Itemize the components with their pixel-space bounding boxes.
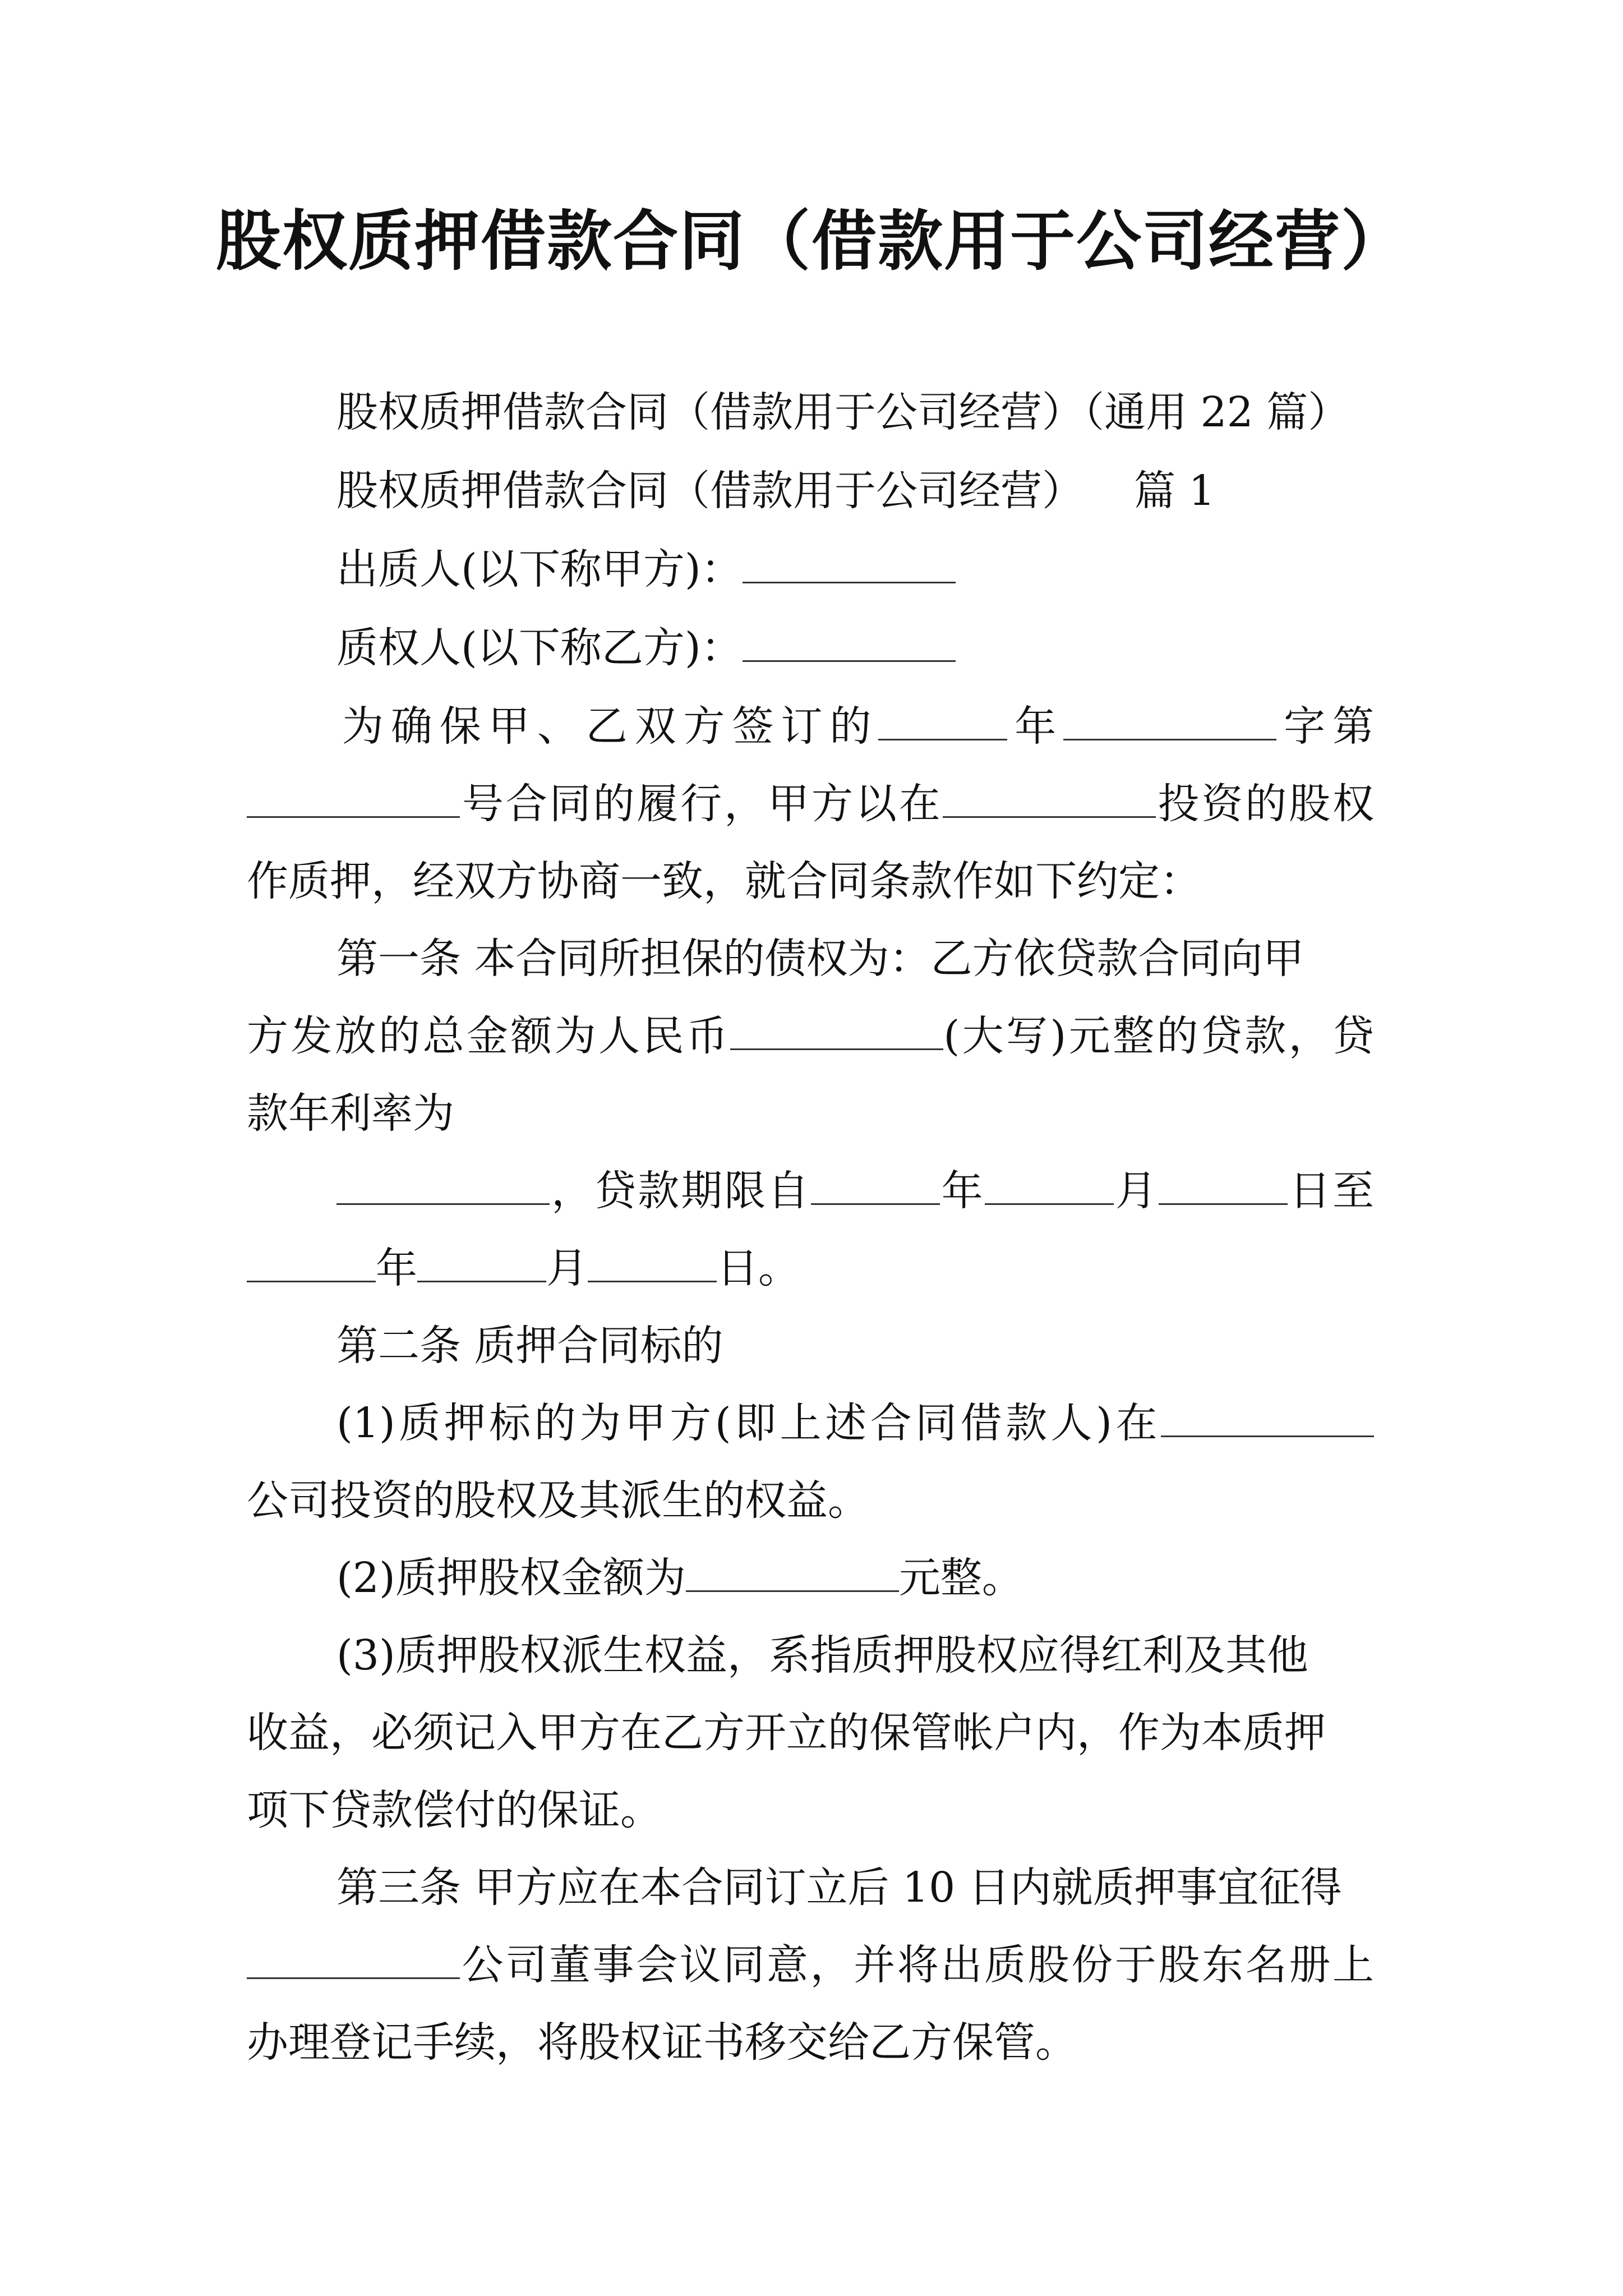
text-segment: 字第 [1276, 702, 1375, 751]
paragraph-line [247, 1083, 454, 1144]
text-segment: 办理登记手续，将股权证书移交给乙方保管。 [247, 2018, 1077, 2067]
text-segment: 方发放的总金额为人民币 [247, 1012, 731, 1060]
text-segment: 第三条 甲方应在本合同订立后 10 日内就质押事宜征得 [336, 1864, 1342, 1912]
text-segment: (3)质押股权派生权益，系指质押股权应得红利及其他 [336, 1631, 1308, 1680]
article-3-line [336, 1857, 1342, 1918]
year-blank [247, 1241, 376, 1282]
subtitle-text: 股权质押借款合同（借款用于公司经营）（通用 22 篇） [336, 388, 1350, 436]
amount-blank [686, 1551, 899, 1592]
paragraph-line [247, 1237, 800, 1299]
paragraph-line [247, 2012, 1077, 2073]
text-segment: ，贷款期限自 [550, 1167, 811, 1215]
amount-blank [730, 1009, 943, 1050]
paragraph-line [247, 1934, 1374, 1996]
company-blank [247, 1938, 460, 1979]
text-segment: 款年利率为 [247, 1089, 454, 1138]
article-1-line [336, 928, 1304, 990]
paragraph-line [336, 1625, 1308, 1686]
year-blank [811, 1164, 940, 1205]
text-segment: 第二条 质押合同标的 [336, 1322, 723, 1370]
text-segment: 年 [939, 1167, 985, 1215]
section-heading-text: 股权质押借款合同（借款用于公司经营） [336, 467, 1083, 515]
text-segment: 公司董事会议同意，并将出质股份于股东名册上 [460, 1941, 1374, 1989]
text-segment: (大写)元整的贷款，贷 [943, 1012, 1374, 1060]
text-segment: 日。 [717, 1244, 800, 1292]
text-segment: 年 [1007, 702, 1064, 751]
paragraph-line [336, 1547, 1023, 1609]
pledgee-label: 质权人(以下称乙方)： [336, 624, 743, 672]
day-blank [1159, 1164, 1288, 1205]
section-heading [336, 460, 1215, 522]
text-segment: 作质押，经双方协商一致，就合同条款作如下约定： [247, 857, 1201, 905]
pledgee-blank [743, 621, 956, 662]
text-segment: 收益，必须记入甲方在乙方开立的保管帐户内，作为本质押 [247, 1709, 1326, 1757]
text-segment: 元整。 [898, 1554, 1023, 1602]
year-blank [878, 700, 1007, 740]
paragraph-line [336, 1160, 1374, 1222]
article-2-heading [336, 1315, 723, 1377]
company-blank [943, 777, 1156, 818]
paragraph-line [247, 1470, 869, 1531]
paragraph-line [247, 1005, 1374, 1067]
rate-blank [336, 1164, 550, 1205]
paragraph-line [247, 850, 1201, 912]
month-blank [417, 1241, 546, 1282]
contract-number-blank [247, 777, 460, 818]
paragraph-line [342, 696, 1374, 757]
text-segment: 投资的股权 [1155, 780, 1375, 828]
pledgor-line [336, 539, 956, 600]
text-segment: 第一条 本合同所担保的债权为：乙方依贷款合同向甲 [336, 935, 1304, 983]
text-segment: 项下贷款偿付的保证。 [247, 1786, 662, 1834]
text-segment: 日至 [1287, 1167, 1375, 1215]
document-title: 股权质押借款合同（借款用于公司经营） [216, 203, 1407, 279]
number-blank [1063, 700, 1276, 740]
text-segment: 公司投资的股权及其派生的权益。 [247, 1476, 869, 1525]
text-segment: 月 [546, 1244, 588, 1292]
subtitle-line [336, 381, 1349, 443]
section-number: 篇 1 [1134, 467, 1215, 515]
pledgor-blank [743, 542, 956, 583]
text-segment: 号合同的履行，甲方以在 [460, 780, 943, 828]
day-blank [588, 1241, 717, 1282]
pledgee-line [336, 617, 956, 679]
paragraph-line [247, 773, 1374, 835]
paragraph-line [247, 1779, 662, 1841]
paragraph-line [336, 1392, 1374, 1454]
paragraph-line [247, 1702, 1326, 1764]
pledgor-label: 出质人(以下称甲方)： [336, 545, 743, 593]
company-blank [1161, 1396, 1374, 1437]
text-segment: 为确保甲、乙双方签订的 [342, 702, 879, 751]
month-blank [985, 1164, 1114, 1205]
text-segment: (1)质押标的为甲方(即上述合同借款人)在 [336, 1399, 1161, 1447]
text-segment: 年 [376, 1244, 417, 1292]
text-segment: 月 [1113, 1167, 1159, 1215]
text-segment: (2)质押股权金额为 [336, 1554, 686, 1602]
